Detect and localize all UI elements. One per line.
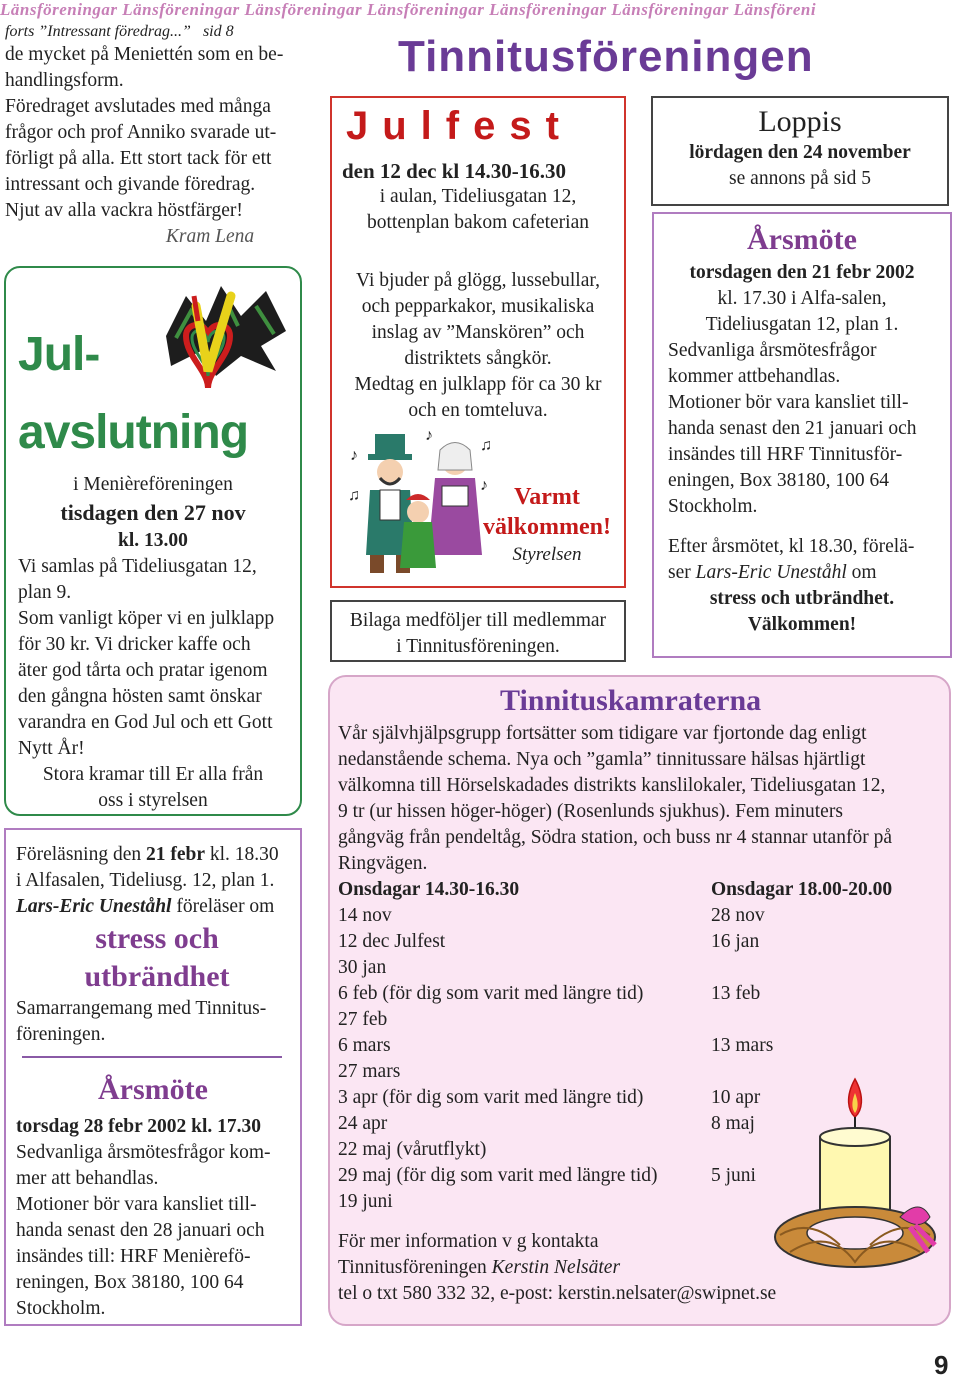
- svg-text:♪: ♪: [425, 427, 433, 444]
- julfest-body-line: Medtag en julklapp för ca 30 kr: [354, 374, 602, 395]
- arsmote-right-box: [652, 212, 952, 658]
- julfest-body: [332, 268, 624, 424]
- arsmote-right-after-2-pre: ser: [668, 562, 691, 583]
- schedule-cell-afternoon: 27 feb: [338, 1009, 388, 1030]
- schedule-cell-evening: [711, 955, 941, 981]
- contact-line-1: För mer information v g kontakta: [338, 1231, 599, 1252]
- jul-body-line: den gångna hösten samt önskar: [18, 686, 262, 707]
- schedule-cell-evening: [711, 1007, 941, 1033]
- svg-text:♫: ♫: [480, 437, 492, 454]
- julfest-body-line: och en tomteluva.: [408, 400, 548, 421]
- page-number: 9: [934, 1350, 949, 1380]
- schedule-cell-afternoon: 6 mars: [338, 1035, 391, 1056]
- arsmote-left-title: Årsmöte: [98, 1073, 208, 1106]
- kamraterna-intro-line: gångväg från pendeltåg, Södra station, och buss nr 4 stannar utanför på: [338, 827, 892, 848]
- jul-avslutning-box: [4, 266, 302, 816]
- arsmote-right-line: Motioner bör vara kansliet till-: [668, 392, 909, 413]
- arsmote-right-line: insändes till HRF Tinnitusför-: [668, 444, 903, 465]
- article-line: förligt på alla. Ett stort tack för ett: [5, 148, 272, 169]
- schedule-row: [338, 955, 941, 981]
- lecture-speaker: Lars-Eric Uneståhl: [16, 896, 172, 917]
- arsmote-left-lines: [16, 1140, 298, 1322]
- kamraterna-intro-line: välkomna till Hörselskadades distrikts kanslilokaler, Tideliusgatan 12,: [338, 775, 886, 796]
- loppis-note: se annons på sid 5: [729, 168, 871, 189]
- svg-text:♪: ♪: [350, 447, 358, 464]
- schedule-cell-evening: 13 mars: [711, 1035, 774, 1056]
- continued-page: sid 8: [202, 23, 234, 40]
- schedule-cell-afternoon: 22 maj (vårutflykt): [338, 1139, 487, 1160]
- kamraterna-intro-line: 9 tr (ur hissen höger-höger) (Rosenlunds sjukhus). Fem minuters: [338, 801, 843, 822]
- arsmote-right-line: Sedvanliga årsmötesfrågor: [668, 340, 877, 361]
- jul-date: tisdagen den 27 nov: [60, 500, 246, 525]
- arsmote-right-center-line: Tideliusgatan 12, plan 1.: [705, 314, 899, 335]
- lecture-topic-1: stress och: [95, 922, 219, 955]
- schedule-row: [338, 1033, 941, 1059]
- arsmote-right-center: [654, 286, 950, 338]
- schedule-cell-afternoon: 19 juni: [338, 1191, 393, 1212]
- tinnitus-title: Tinnitusföreningen: [398, 32, 814, 81]
- schedule-cell-afternoon: 14 nov: [338, 905, 392, 926]
- arsmote-right-topic: stress och utbrändhet.: [709, 588, 895, 609]
- julfest-date: den 12 dec kl 14.30-16.30: [342, 159, 567, 183]
- schedule-col1-head: Onsdagar 14.30-16.30: [338, 879, 520, 900]
- jul-body-line: Nytt År!: [18, 738, 85, 759]
- arsmote-right-center-line: kl. 17.30 i Alfa-salen,: [717, 288, 887, 309]
- schedule-row: [338, 929, 941, 955]
- arsmote-right-speaker: Lars-Eric Uneståhl: [695, 562, 847, 583]
- schedule-row: [338, 1007, 941, 1033]
- julfest-body-line: inslag av ”Manskören” och: [371, 322, 585, 343]
- jul-time: kl. 13.00: [118, 530, 188, 551]
- jul-title-2: avslutning: [18, 406, 249, 459]
- julfest-welcome-1: Varmt: [514, 484, 580, 510]
- schedule-cell-evening: 28 nov: [711, 905, 765, 926]
- arsmote-left-line: handa senast den 28 januari och: [16, 1220, 265, 1241]
- heart-wreath-icon: [146, 276, 296, 406]
- julfest-body-line: Vi bjuder på glögg, lussebullar,: [356, 270, 600, 291]
- kamraterna-intro-line: Ringvägen.: [338, 853, 428, 874]
- schedule-cell-afternoon: 24 apr: [338, 1113, 388, 1134]
- header-band: Länsföreningar Länsföreningar Länsföreningar Länsföreningar Länsföreningar Länsföreningar Länsföreni: [0, 0, 817, 19]
- contact-name: Kerstin Nelsäter: [491, 1257, 621, 1278]
- schedule-cell-afternoon: 27 mars: [338, 1061, 401, 1082]
- julfest-body-line: distriktets sångkör.: [404, 348, 552, 369]
- lecture-co-2: föreningen.: [16, 1024, 106, 1045]
- kamraterna-intro: [338, 721, 942, 877]
- schedule-row: [338, 903, 941, 929]
- schedule-header-row: [338, 877, 941, 903]
- kamraterna-intro-line: nedanstående schema. Nya och ”gamla” tinnitussare hälsas hjärtligt: [338, 749, 866, 770]
- kamraterna-box: [328, 675, 951, 1326]
- loppis-date: lördagen den 24 november: [689, 142, 911, 163]
- arsmote-right-lines: [654, 338, 950, 520]
- contact-line-3: tel o txt 580 332 32, e-post: kerstin.nelsater@swipnet.se: [338, 1283, 777, 1304]
- kamraterna-title: Tinnituskamraterna: [500, 684, 762, 717]
- lecture-place: i Alfasalen, Tideliusg. 12, plan 1.: [16, 870, 275, 891]
- arsmote-right-after-1: Efter årsmötet, kl 18.30, förelä-: [668, 536, 915, 557]
- schedule-cell-afternoon: 12 dec Julfest: [338, 931, 446, 952]
- arsmote-right-date: torsdagen den 21 febr 2002: [689, 262, 915, 283]
- lecture-pre: Föreläsning den: [16, 844, 142, 865]
- jul-body-line: plan 9.: [18, 582, 72, 603]
- schedule-cell-evening: 16 jan: [711, 931, 760, 952]
- left-top-article: [5, 22, 305, 250]
- kamraterna-intro-line: Vår självhjälpsgrupp fortsätter som tidigare var fjortonde dag enligt: [338, 723, 867, 744]
- signature: Kram Lena: [165, 226, 255, 247]
- lecture-topic-2: utbrändhet: [84, 960, 230, 993]
- article-line: frågor och prof Anniko svarade ut-: [5, 122, 277, 143]
- jul-closing-1: Stora kramar till Er alla från: [42, 764, 264, 785]
- arsmote-left-date: torsdag 28 febr 2002 kl. 17.30: [16, 1116, 262, 1137]
- julfest-title: Julfest: [346, 104, 573, 148]
- arsmote-right-after-2-post: om: [851, 562, 877, 583]
- bilaga-line-2: i Tinnitusföreningen.: [396, 636, 560, 657]
- jul-closing-2: oss i styrelsen: [98, 790, 208, 811]
- jul-body-line: äter god tårta och pratar igenom: [18, 660, 268, 681]
- lecture-date: 21 febr: [145, 844, 206, 865]
- arsmote-right-line: eningen, Box 38180, 100 64: [668, 470, 889, 491]
- lecture-co-1: Samarrangemang med Tinnitus-: [16, 998, 267, 1019]
- arsmote-right-title: Årsmöte: [747, 223, 857, 256]
- arsmote-left-line: reningen, Box 38180, 100 64: [16, 1272, 244, 1293]
- arsmote-right-line: kommer attbehandlas.: [668, 366, 841, 387]
- schedule-cell-evening: 5 juni: [711, 1165, 756, 1186]
- julfest-box: [330, 96, 626, 588]
- julfest-body-line: och pepparkakor, musikaliska: [361, 296, 595, 317]
- jul-title-1: Jul-: [18, 328, 100, 381]
- schedule-col2-head: Onsdagar 18.00-20.00: [711, 879, 893, 900]
- article-line: intressant och givande föredrag.: [5, 174, 256, 195]
- schedule-cell-evening: 13 feb: [711, 983, 761, 1004]
- svg-text:♫: ♫: [348, 487, 360, 504]
- schedule-cell-afternoon: 6 feb (för dig som varit med längre tid): [338, 983, 644, 1004]
- arsmote-left-line: Stockholm.: [16, 1298, 106, 1319]
- divider: [22, 1056, 282, 1058]
- continued-label: forts ”Intressant föredrag...”: [5, 23, 191, 40]
- julfest-place-1: i aulan, Tideliusgatan 12,: [379, 186, 577, 207]
- julfest-signed: Styrelsen: [512, 544, 582, 565]
- article-line: handlingsform.: [5, 70, 124, 91]
- arsmote-right-line: handa senast den 21 januari och: [668, 418, 917, 439]
- arsmote-right-line: Stockholm.: [668, 496, 758, 517]
- article-line: Njut av alla vackra höstfärger!: [5, 200, 243, 221]
- lecture-box: [4, 828, 302, 1326]
- contact-line-2-pre: Tinnitusföreningen: [338, 1257, 487, 1278]
- schedule-cell-evening: 10 apr: [711, 1087, 761, 1108]
- arsmote-left-line: Sedvanliga årsmötesfrågor kom-: [16, 1142, 271, 1163]
- bilaga-box: [330, 600, 626, 662]
- jul-body-line: varandra en God Jul och ett Gott: [18, 712, 273, 733]
- arsmote-left-line: mer att behandlas.: [16, 1168, 159, 1189]
- julfest-welcome-2: välkommen!: [483, 514, 611, 540]
- jul-body-line: Vi samlas på Tideliusgatan 12,: [18, 556, 257, 577]
- schedule-cell-afternoon: 29 maj (för dig som varit med längre tid): [338, 1165, 658, 1186]
- schedule-cell-evening: 8 maj: [711, 1113, 755, 1134]
- lecture-speaker-post: föreläser om: [176, 896, 275, 917]
- svg-text:♪: ♪: [480, 477, 488, 494]
- bilaga-line-1: Bilaga medföljer till medlemmar: [349, 610, 607, 631]
- left-top-lines: [5, 42, 305, 224]
- article-line: de mycket på Meniettén som en be-: [5, 44, 284, 65]
- jul-body-line: för 30 kr. Vi dricker kaffe och: [18, 634, 251, 655]
- schedule-cell-afternoon: 30 jan: [338, 957, 387, 978]
- loppis-box: [651, 96, 949, 206]
- jul-body-line: Som vanligt köper vi en julklapp: [18, 608, 275, 629]
- lecture-time: kl. 18.30: [209, 844, 279, 865]
- schedule-cell-afternoon: 3 apr (för dig som varit med längre tid): [338, 1087, 644, 1108]
- arsmote-right-welcome: Välkommen!: [747, 614, 857, 635]
- jul-org: i Menièreföreningen: [73, 474, 233, 495]
- schedule-row: [338, 981, 941, 1007]
- jul-body: [18, 554, 298, 762]
- julfest-place-2: bottenplan bakom cafeterian: [367, 212, 589, 233]
- loppis-title: Loppis: [758, 105, 842, 138]
- article-line: Föredraget avslutades med många: [5, 96, 271, 117]
- arsmote-left-line: insändes till: HRF Menièrefö-: [16, 1246, 251, 1267]
- arsmote-left-line: Motioner bör vara kansliet till-: [16, 1194, 257, 1215]
